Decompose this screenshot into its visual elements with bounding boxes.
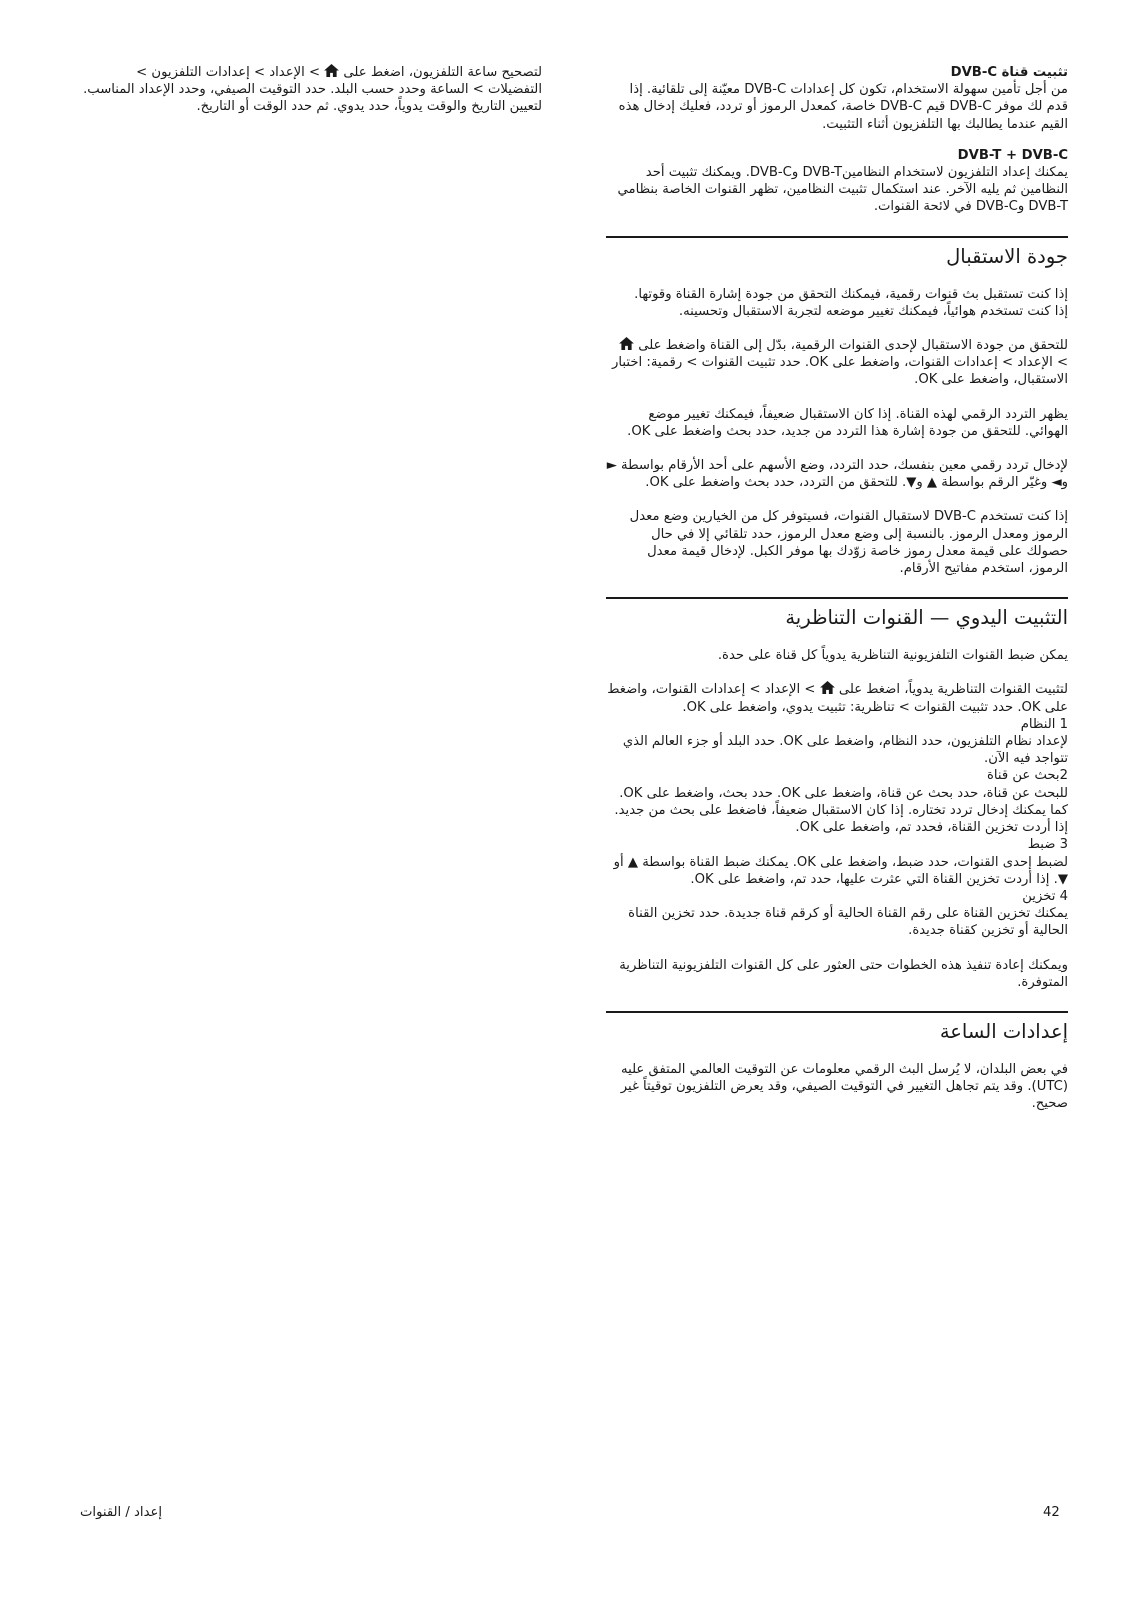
clock-cont-p1-a: لتصحيح ساعة التلفزيون، اضغط على	[343, 65, 542, 80]
step3-body: لضبط إحدى القنوات، حدد ضبط، واضغط على OK. يمكنك ضبط القناة بواسطة ▲ أو ▼. إذا أردت تخزين القناة التي عثرت عليها، حدد تم، واضغط على OK.	[613, 854, 1068, 887]
manual-intro: يمكن ضبط القنوات التلفزيونية التناظرية يدوياً كل قناة على حدة.	[717, 648, 1068, 664]
step2-body: للبحث عن قناة، حدد بحث عن قناة، واضغط على OK. حدد بحث، واضغط على OK. كما يمكنك إدخال تردد تختاره. إذا كان الاستقبال ضعيفاً، فاضغط على بحث من جديد. إذا أردت تخزين القناة، فحدد تم، واضغط على OK.	[614, 785, 1068, 836]
side-column	[80, 64, 542, 116]
reception-p3-a: للتحقق من جودة الاستقبال لإحدى القنوات الرقمية، بدّل إلى القناة واضغط على	[638, 338, 1068, 354]
main-column	[606, 64, 1068, 1113]
reception-p3-b: > الإعداد > إعدادات القنوات، واضغط على OK. حدد تثبيت القنوات > رقمية: اختبار الاستقبال، واضغط على OK.	[612, 355, 1068, 388]
manual-title: التثبيت اليدوي — القنوات التناظرية	[785, 606, 1068, 630]
reception-section	[606, 236, 1068, 578]
clock-p1: في بعض البلدان، لا يُرسل البث الرقمي معلومات عن التوقيت العالمي المتفق عليه (UTC). وقد يتم تجاهل التغيير في التوقيت الصيفي، وقد يعرض التلفزيون توقيتاً غير صحيح.	[620, 1061, 1068, 1112]
manual-p2	[606, 681, 1068, 715]
reception-p5: لإدخال تردد رقمي معين بنفسك، حدد التردد، وضع الأسهم على أحد الأرقام بواسطة ► و◄ وغيّر الرقم بواسطة ▲ و▼. للتحقق من التردد، حدد بحث واضغط على OK.	[606, 458, 1068, 491]
clock-cont-p1	[80, 64, 542, 98]
clock-section	[606, 1011, 1068, 1113]
home-icon	[820, 681, 835, 694]
step2-heading: 2بحث عن قناة	[986, 768, 1068, 784]
manual-p2-b: > الإعداد > إعدادات القنوات، واضغط على OK. حدد تثبيت القنوات > تناظرية: تثبيت يدوي، واضغط على OK.	[607, 682, 1068, 715]
reception-p2: إذا كنت تستخدم هوائياً، فيمكنك تغيير موضعه لتجربة الاستقبال وتحسينه.	[678, 303, 1068, 319]
step1-body: لإعداد نظام التلفزيون، حدد النظام، واضغط على OK. حدد البلد أو جزء العالم الذي تتواجد فيه الآن.	[622, 734, 1068, 767]
clock-cont-p1-b: > الإعداد > إعدادات التلفزيون > التفضيلات > الساعة وحدد حسب البلد. حدد التوقيت الصيفي، وحدد الإعداد المناسب.	[83, 65, 542, 98]
dvbt-dvbc-body: يمكنك إعداد التلفزيون لاستخدام النظامينDVB-T وDVB-C. ويمكنك تثبيت أحد النظامين ثم يليه الآخر. عند استكمال تثبيت النظامين، تظهر القنوات الخاصة بنظامي DVB-T وDVB-C في لائحة القنوات.	[617, 165, 1068, 215]
dvbc-heading: تثبيت قناة DVB-C	[950, 65, 1068, 80]
dvbc-body: من أجل تأمين سهولة الاستخدام، تكون كل إعدادات DVB-C معيّنة إلى تلقائية. إذا قدم لك موفر DVB-C قيم DVB-C خاصة، كمعدل الرموز أو تردد، فعليك إدخال هذه القيم عندما يطالبك بها التلفزيون أثناء التثبيت.	[618, 82, 1068, 132]
home-icon	[619, 337, 634, 350]
page-number: 42	[1043, 1505, 1060, 1520]
manual-p2-a: لتثبيت القنوات التناظرية يدوياً، اضغط على	[838, 682, 1068, 698]
step1-heading: 1 النظام	[1020, 716, 1068, 732]
home-icon	[324, 64, 339, 77]
reception-p1: إذا كنت تستقبل بث قنوات رقمية، فيمكنك التحقق من جودة إشارة القناة وقوتها.	[634, 286, 1068, 302]
manual-outro: ويمكنك إعادة تنفيذ هذه الخطوات حتى العثور على كل القنوات التلفزيونية التناظرية المتوفرة.	[619, 957, 1068, 990]
step4-body: يمكنك تخزين القناة على رقم القناة الحالية أو كرقم قناة جديدة. حدد تخزين القناة الحالية أو تخزين كقناة جديدة.	[628, 906, 1068, 939]
manual-section	[606, 597, 1068, 991]
clock-cont-p2: لتعيين التاريخ والوقت يدوياً، حدد يدوي. ثم حدد الوقت أو التاريخ.	[196, 99, 542, 115]
clock-title: إعدادات الساعة	[939, 1019, 1068, 1043]
reception-p6: إذا كنت تستخدم DVB-C لاستقبال القنوات، فسيتوفر كل من الخيارين وضع معدل الرموز ومعدل الرموز. بالنسبة إلى وضع معدل الرموز، حدد تلقائي إلا في حال حصولك على قيمة معدل رموز خاصة زوّدك بها موفر الكبل. لإدخال قيمة معدل الرموز، استخدم مفاتيح الأرقام.	[629, 509, 1068, 577]
reception-title: جودة الاستقبال	[946, 244, 1068, 268]
footer-section-title: إعداد / القنوات	[80, 1505, 163, 1520]
step4-heading: 4 تخزين	[1022, 888, 1068, 904]
dvbt-dvbc-heading: DVB-T + DVB-C	[957, 147, 1068, 163]
reception-p3	[606, 337, 1068, 389]
reception-p4: يظهر التردد الرقمي لهذه القناة. إذا كان الاستقبال ضعيفاً، فيمكنك تغيير موضع الهوائي. للتحقق من جودة إشارة هذا التردد من جديد، حدد بحث واضغط على OK.	[627, 406, 1068, 439]
step3-heading: 3 ضبط	[1027, 837, 1068, 853]
